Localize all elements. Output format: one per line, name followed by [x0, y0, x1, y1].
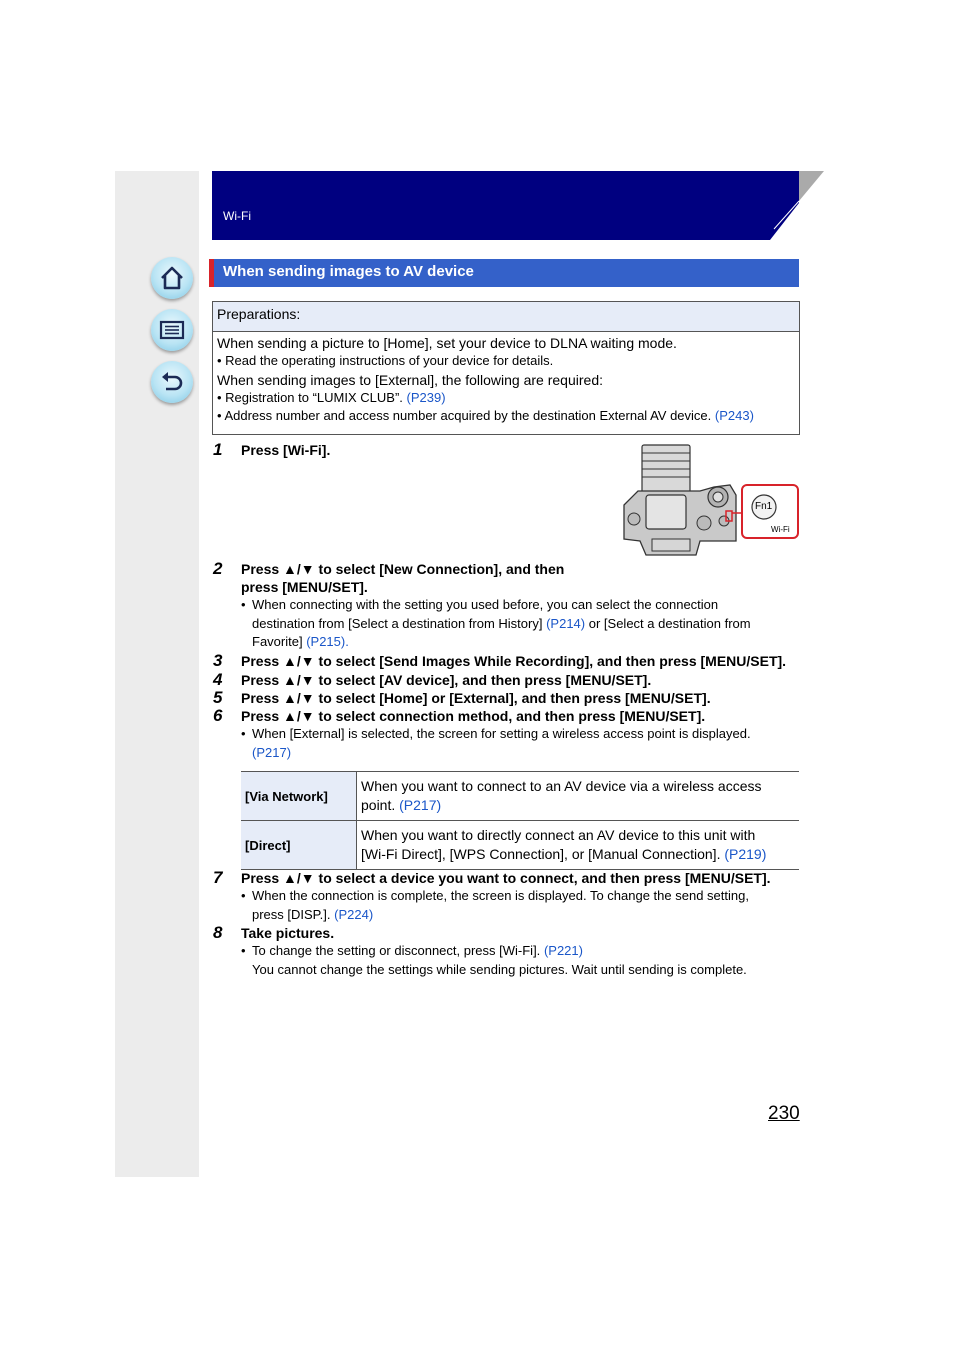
home-button[interactable]	[151, 257, 193, 299]
header-fold-decoration	[770, 171, 824, 240]
prep-home-line: When sending a picture to [Home], set your device to DLNA waiting mode.	[217, 335, 677, 351]
section-accent	[209, 259, 214, 287]
link-p221[interactable]: (P221)	[543, 943, 583, 958]
section-title: When sending images to AV device	[223, 263, 474, 280]
back-button[interactable]	[151, 361, 193, 403]
preparations-heading: Preparations:	[213, 302, 799, 332]
option-direct-key: [Direct]	[241, 821, 357, 870]
step-8-note-line1: To change the setting or disconnect, press [Wi-Fi].	[252, 943, 541, 958]
link-p217[interactable]: (P217)	[399, 797, 442, 813]
step-7-text: Press ▲/▼ to select a device you want to connect, and then press [MENU/SET].	[241, 870, 771, 886]
step-7-note-line1: When the connection is complete, the screen is displayed. To change the send setting,	[252, 888, 749, 903]
back-icon	[158, 368, 186, 396]
option-via-network-line1: When you want to connect to an AV device via a wireless access	[361, 778, 762, 794]
step-6-note-line1: When [External] is selected, the screen for setting a wireless access point is displayed.	[252, 726, 751, 741]
step-number-5: 5	[213, 688, 223, 707]
connection-method-table	[241, 771, 799, 870]
prep-bullet-instructions: • Read the operating instructions of your device for details.	[217, 353, 554, 368]
step-2-note-line1: When connecting with the setting you used before, you can select the connection	[252, 597, 719, 612]
prep-bullet-registration	[217, 389, 795, 408]
option-direct-desc	[357, 821, 800, 870]
step-8-note: • To change the setting or disconnect, press [Wi-Fi]. (P221) You cannot change the settings while sending pictures. Wait until sending is complete.	[241, 943, 747, 977]
step-6-note: • When [External] is selected, the screen for setting a wireless access point is displayed. (P217)	[241, 726, 751, 760]
step-7-note-line2: press [DISP.].	[252, 906, 331, 922]
wifi-button-label: Wi-Fi	[771, 525, 790, 534]
step-number-8: 8	[213, 923, 223, 942]
camera-top-illustration	[616, 443, 800, 561]
step-number-4: 4	[213, 670, 223, 689]
step-number-7: 7	[213, 868, 223, 887]
step-2-note-line2b: or [Select a destination from	[588, 615, 751, 631]
link-p239[interactable]: (P239)	[406, 389, 446, 405]
step-7-note: • When the connection is complete, the screen is displayed. To change the send setting, press [DISP.]. (P224)	[241, 888, 749, 922]
step-number-3: 3	[213, 651, 223, 670]
step-6-text: Press ▲/▼ to select connection method, and then press [MENU/SET].	[241, 708, 706, 724]
prep-bullet-address-text: • Address number and access number acquired by the destination External AV device.	[217, 408, 712, 423]
prep-external-line: When sending images to [External], the following are required:	[217, 371, 603, 388]
preparations-box	[212, 301, 800, 435]
step-2-note-line2: destination from [Select a destination from History]	[252, 615, 543, 631]
step-2-note: • When connecting with the setting you used before, you can select the connection destination from [Select a destination from History] (P214) or [Select a destination from Favorite] (P215).	[241, 597, 751, 649]
prep-bullet-registration-text: • Registration to “LUMIX CLUB”.	[217, 389, 403, 405]
step-4-text: Press ▲/▼ to select [AV device], and then press [MENU/SET].	[241, 672, 652, 688]
fn1-button-label: Fn1	[755, 501, 773, 512]
link-p224[interactable]: (P224)	[334, 906, 374, 922]
step-8-text: Take pictures.	[241, 925, 335, 941]
step-2-text-line2: press [MENU/SET].	[241, 579, 368, 595]
link-p217-note[interactable]: (P217)	[252, 744, 292, 760]
link-p214[interactable]: (P214)	[546, 615, 586, 631]
option-direct-line2: [Wi-Fi Direct], [WPS Connection], or [Manual Connection].	[361, 846, 721, 862]
table-row	[241, 821, 799, 870]
step-2-note-line3: Favorite]	[252, 634, 303, 649]
option-via-network-line2: point.	[361, 797, 396, 813]
prep-bullet-address	[217, 407, 795, 426]
link-p215[interactable]: (P215).	[306, 634, 349, 649]
option-direct-line1: When you want to directly connect an AV device to this unit with	[361, 827, 756, 843]
home-icon	[158, 264, 186, 292]
menu-list-button[interactable]	[151, 309, 193, 351]
option-via-network-key: [Via Network]	[241, 772, 357, 821]
chapter-header	[212, 171, 799, 240]
link-p219[interactable]: (P219)	[724, 846, 767, 862]
table-row	[241, 772, 799, 821]
step-number-6: 6	[213, 706, 223, 725]
link-p243[interactable]: (P243)	[714, 408, 754, 423]
section-title-bar	[209, 259, 799, 287]
option-via-network-desc	[357, 772, 800, 821]
step-number-2: 2	[213, 559, 223, 578]
step-5-text: Press ▲/▼ to select [Home] or [External], and then press [MENU/SET].	[241, 690, 711, 706]
page-number: 230	[768, 1103, 800, 1124]
chapter-label: Wi-Fi	[223, 209, 251, 223]
step-8-note-line2: You cannot change the settings while sending pictures. Wait until sending is complete.	[252, 961, 747, 977]
step-3-text: Press ▲/▼ to select [Send Images While Recording], and then press [MENU/SET].	[241, 653, 787, 669]
menu-list-icon	[158, 316, 186, 344]
step-1-text: Press [Wi-Fi].	[241, 442, 331, 458]
step-number-1: 1	[213, 440, 223, 459]
step-2-text-line1: Press ▲/▼ to select [New Connection], and then	[241, 561, 565, 577]
